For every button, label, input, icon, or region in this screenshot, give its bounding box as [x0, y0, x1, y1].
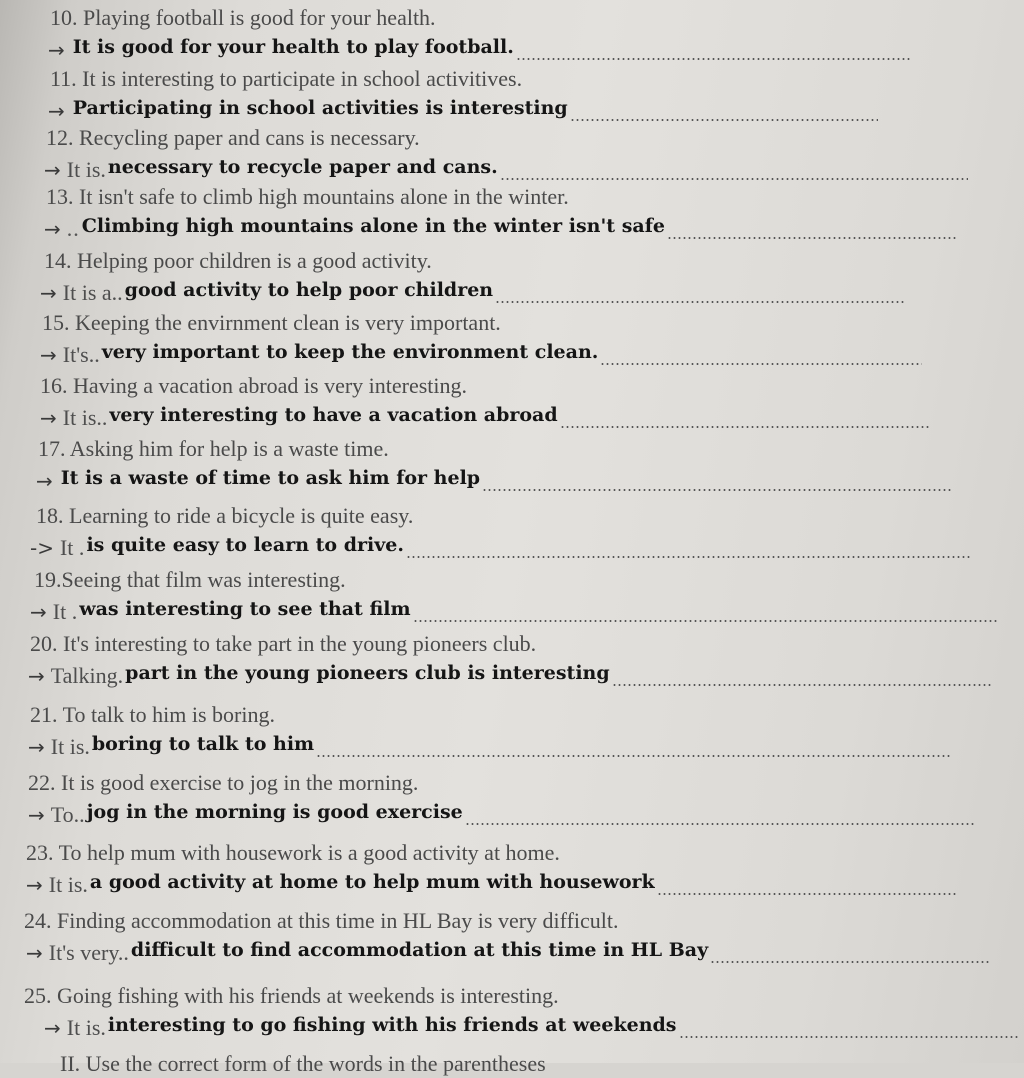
dotted-answer-rule — [679, 1036, 1018, 1038]
exercise-answer-line — [26, 937, 708, 969]
arrow-icon: → — [40, 406, 57, 430]
handwritten-answer: a good activity at home to help mum with housework — [89, 871, 655, 893]
dotted-answer-rule — [667, 237, 958, 239]
dotted-answer-rule — [316, 755, 950, 757]
exercise-question: 18. Learning to ride a bicycle is quite easy. — [36, 503, 414, 528]
exercise-item — [0, 435, 1024, 504]
dotted-answer-rule — [560, 426, 930, 428]
exercise-answer-line — [28, 660, 610, 692]
exercise-item — [0, 701, 1024, 770]
arrow-icon: → — [28, 735, 45, 759]
exercise-answer-line — [44, 1012, 677, 1044]
next-section-heading: II. Use the correct form of the words in the parentheses — [60, 1051, 546, 1076]
exercise-question: 25. Going fishing with his friends at weekends is interesting. — [24, 983, 559, 1008]
arrow-icon: → — [28, 664, 45, 688]
dotted-answer-rule — [710, 961, 990, 963]
exercise-answer-line — [36, 465, 480, 497]
exercise-answer-line — [30, 532, 404, 564]
arrow-icon: → — [48, 38, 65, 62]
exercise-item — [0, 982, 1024, 1051]
exercise-item — [0, 769, 1024, 838]
dotted-answer-rule — [495, 301, 906, 303]
exercise-answer-line — [28, 731, 314, 763]
exercise-question: 23. To help mum with housework is a good activity at home. — [26, 840, 560, 865]
exercise-item — [0, 502, 1024, 571]
handwritten-answer: good activity to help poor children — [124, 279, 494, 301]
exercise-question: 12. Recycling paper and cans is necessary. — [46, 125, 420, 150]
handwritten-answer: It is good for your health to play football. — [72, 36, 514, 58]
dotted-answer-rule — [612, 684, 992, 686]
dotted-answer-rule — [570, 119, 878, 121]
exercise-question: 14. Helping poor children is a good activity. — [44, 248, 432, 273]
exercise-question: 15. Keeping the envirnment clean is very important. — [42, 310, 501, 335]
answer-prefix: To.. — [50, 802, 85, 827]
arrow-icon: → — [28, 803, 45, 827]
dotted-answer-rule — [482, 489, 952, 491]
exercise-question: 21. To talk to him is boring. — [30, 702, 275, 727]
exercise-question: 22. It is good exercise to jog in the morning. — [28, 770, 419, 795]
answer-prefix: It is. — [50, 734, 90, 759]
exercise-answer-line — [28, 799, 463, 831]
dotted-answer-rule — [657, 893, 958, 895]
exercise-item — [0, 183, 1024, 252]
arrow-icon: → — [26, 873, 43, 897]
arrow-icon: → — [44, 217, 61, 241]
exercise-question: 17. Asking him for help is a waste time. — [38, 436, 389, 461]
arrow-icon: → — [44, 158, 61, 182]
exercise-answer-line — [48, 95, 568, 127]
exercise-question: 13. It isn't safe to climb high mountains alone in the winter. — [46, 184, 569, 209]
handwritten-answer: Climbing high mountains alone in the winter isn't safe — [81, 215, 665, 237]
dotted-answer-rule — [465, 823, 976, 825]
arrow-icon: → — [48, 99, 65, 123]
answer-prefix: It is a.. — [62, 280, 123, 305]
answer-prefix: It is. — [48, 872, 88, 897]
exercise-answer-line — [40, 402, 558, 434]
exercise-question: 24. Finding accommodation at this time in HL Bay is very difficult. — [24, 908, 619, 933]
handwritten-answer: It is a waste of time to ask him for help — [60, 467, 481, 489]
handwritten-answer: Participating in school activities is interesting — [72, 97, 568, 119]
answer-prefix: It . — [52, 599, 78, 624]
handwritten-answer: very interesting to have a vacation abroad — [109, 404, 558, 426]
exercise-item — [0, 566, 1024, 635]
exercise-item — [0, 247, 1024, 316]
exercise-answer-line — [26, 869, 655, 901]
arrow-icon: → — [44, 1016, 61, 1040]
arrow-icon: → — [40, 343, 57, 367]
dotted-answer-rule — [413, 620, 998, 622]
answer-prefix: It . — [59, 535, 85, 560]
answer-prefix: It is. — [66, 1015, 106, 1040]
answer-prefix: It is. — [66, 157, 106, 182]
handwritten-answer: boring to talk to him — [91, 733, 315, 755]
handwritten-answer: difficult to find accommodation at this time in HL Bay — [130, 939, 709, 961]
exercise-question: 20. It's interesting to take part in the young pioneers club. — [30, 631, 537, 656]
handwritten-answer: very important to keep the environment clean. — [101, 341, 599, 363]
dotted-answer-rule — [500, 178, 968, 180]
exercise-answer-line — [30, 596, 411, 628]
dotted-answer-rule — [600, 363, 922, 365]
exercise-answer-line — [44, 213, 665, 245]
dotted-answer-rule — [516, 58, 912, 60]
handwritten-answer: necessary to recycle paper and cans. — [107, 156, 498, 178]
handwritten-answer: interesting to go fishing with his friends at weekends — [107, 1014, 677, 1036]
exercise-question: 16. Having a vacation abroad is very interesting. — [40, 373, 468, 398]
dotted-answer-rule — [406, 556, 972, 558]
exercise-item — [0, 630, 1024, 699]
answer-prefix: It's.. — [62, 342, 100, 367]
handwritten-answer: was interesting to see that film — [79, 598, 411, 620]
arrow-icon: -> — [30, 536, 54, 560]
exercise-answer-line — [40, 339, 598, 371]
exercise-answer-line — [48, 34, 514, 66]
exercise-answer-line — [40, 277, 493, 309]
arrow-icon: → — [26, 941, 43, 965]
arrow-icon: → — [30, 600, 47, 624]
exercise-item — [0, 839, 1024, 908]
answer-prefix: It's very.. — [48, 940, 129, 965]
answer-prefix: Talking. — [50, 663, 124, 688]
exercise-answer-line — [44, 154, 498, 186]
exercise-question: 11. It is interesting to participate in school activitives. — [50, 66, 523, 91]
exercise-item — [0, 309, 1024, 378]
handwritten-answer: jog in the morning is good exercise — [86, 801, 463, 823]
exercise-question: 10. Playing football is good for your health. — [50, 5, 436, 30]
exercise-item — [0, 907, 1024, 976]
handwritten-answer: part in the young pioneers club is interesting — [125, 662, 610, 684]
answer-lead-dots: .. — [66, 216, 80, 241]
arrow-icon: → — [40, 281, 57, 305]
handwritten-answer: is quite easy to learn to drive. — [86, 534, 404, 556]
exercise-item — [0, 372, 1024, 441]
answer-prefix: It is.. — [62, 405, 108, 430]
arrow-icon: → — [36, 469, 53, 493]
exercise-question: 19.Seeing that film was interesting. — [34, 567, 346, 592]
exercise-item — [0, 4, 1024, 73]
